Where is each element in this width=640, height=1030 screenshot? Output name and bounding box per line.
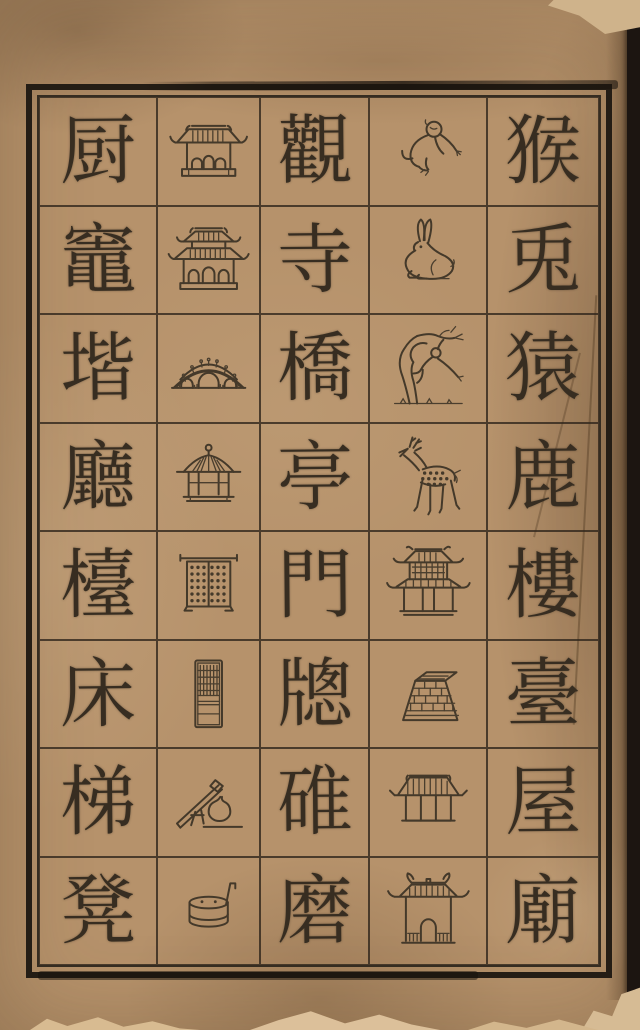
primer-character: 橋 — [276, 322, 354, 413]
illustration-cell — [369, 748, 487, 857]
primer-character: 堦 — [59, 322, 137, 413]
character-cell — [260, 640, 369, 749]
arched-bridge-icon — [167, 321, 250, 415]
character-cell — [260, 97, 369, 206]
character-cell — [487, 857, 599, 966]
ink-smudge-top-border — [142, 80, 618, 91]
monkey-icon — [381, 104, 476, 198]
character-cell — [39, 423, 157, 532]
primer-character: 亭 — [276, 431, 354, 522]
primer-character: 樓 — [504, 539, 582, 630]
page-edge-dark-strip — [627, 0, 640, 994]
primer-character: 碓 — [276, 756, 354, 847]
character-cell — [39, 531, 157, 640]
character-cell — [487, 531, 599, 640]
character-cell — [260, 531, 369, 640]
character-cell — [39, 97, 157, 206]
temple-shrine-icon — [381, 864, 476, 958]
tilt-hammer-icon — [167, 755, 250, 849]
character-cell — [39, 640, 157, 749]
primer-character: 屋 — [504, 756, 582, 847]
character-cell — [260, 206, 369, 315]
primer-character: 凳 — [59, 865, 137, 956]
hand-mill-icon — [167, 864, 250, 958]
primer-character: 鹿 — [504, 431, 582, 522]
character-cell — [487, 748, 599, 857]
character-cell — [39, 857, 157, 966]
primer-character: 梯 — [59, 756, 137, 847]
primer-character: 猿 — [504, 322, 582, 413]
character-cell — [487, 314, 599, 423]
character-cell — [487, 423, 599, 532]
two-story-tower-icon — [381, 538, 476, 632]
primer-character: 廳 — [59, 431, 137, 522]
studded-gate-icon — [167, 538, 250, 632]
illustration-cell — [157, 857, 261, 966]
brick-platform-icon — [381, 647, 476, 741]
primer-character: 門 — [276, 539, 354, 630]
illustration-cell — [157, 206, 261, 315]
primer-grid — [37, 95, 601, 967]
illustration-cell — [369, 314, 487, 423]
character-cell — [487, 640, 599, 749]
character-cell — [487, 97, 599, 206]
primer-character: 檯 — [59, 539, 137, 630]
rabbit-icon — [381, 213, 476, 307]
character-cell — [260, 857, 369, 966]
primer-character: 觀 — [276, 105, 354, 196]
primer-character: 猴 — [504, 105, 582, 196]
illustration-cell — [157, 748, 261, 857]
primer-character: 寺 — [276, 214, 354, 305]
character-cell — [39, 748, 157, 857]
printed-border-frame — [26, 84, 612, 978]
character-cell — [260, 314, 369, 423]
primer-character: 兎 — [504, 214, 582, 305]
illustration-cell — [157, 531, 261, 640]
illustration-cell — [157, 640, 261, 749]
primer-character: 廟 — [504, 865, 582, 956]
illustration-cell — [369, 206, 487, 315]
lattice-window-icon — [167, 647, 250, 741]
primer-character: 牕 — [276, 648, 354, 739]
illustration-cell — [369, 97, 487, 206]
illustration-cell — [157, 314, 261, 423]
taoist-temple-icon — [167, 104, 250, 198]
character-cell — [260, 423, 369, 532]
character-cell — [39, 314, 157, 423]
ink-smudge-bottom-border — [38, 971, 478, 980]
illustration-cell — [369, 531, 487, 640]
illustration-cell — [157, 423, 261, 532]
character-cell — [260, 748, 369, 857]
illustration-cell — [369, 640, 487, 749]
primer-character: 床 — [59, 648, 137, 739]
ape-in-tree-icon — [381, 321, 476, 415]
character-cell — [487, 206, 599, 315]
illustration-cell — [369, 423, 487, 532]
spotted-deer-icon — [381, 430, 476, 524]
primer-character: 厨 — [59, 105, 137, 196]
buddhist-temple-icon — [167, 213, 250, 307]
character-cell — [39, 206, 157, 315]
illustration-cell — [157, 97, 261, 206]
primer-character: 臺 — [504, 648, 582, 739]
pavilion-icon — [167, 430, 250, 524]
tiled-house-icon — [381, 755, 476, 849]
illustration-cell — [369, 857, 487, 966]
primer-character: 竈 — [59, 214, 137, 305]
primer-character: 磨 — [276, 865, 354, 956]
